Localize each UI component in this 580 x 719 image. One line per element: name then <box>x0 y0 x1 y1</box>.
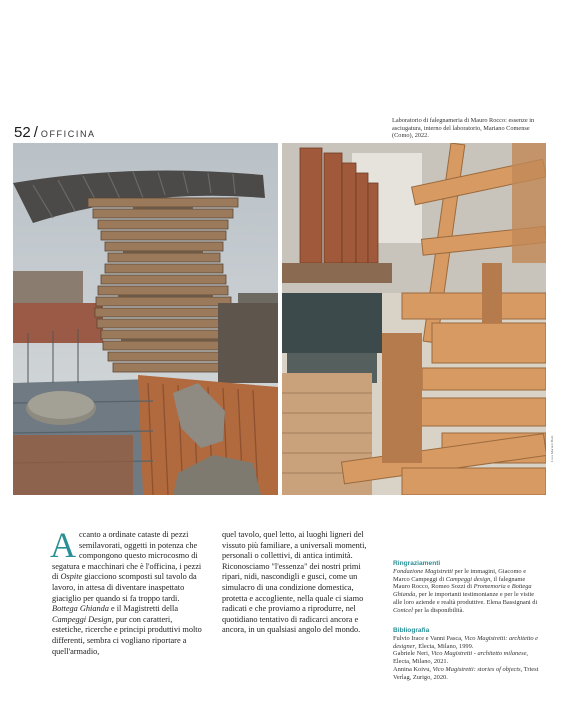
acknowledgements-run: Fondazione Magistretti <box>393 567 453 575</box>
bibliography-entry-run: Vico Magistretti: architetto e designer <box>393 634 539 650</box>
bibliography-entry-run: Vico Magistretti: stories of objects <box>432 665 521 673</box>
page-header <box>14 124 96 142</box>
bibliography-entry-run: Annina Koivu, <box>393 665 433 673</box>
acknowledgements-run: per le immagini, Giacomo e Marco Campeggi di <box>393 567 527 583</box>
bibliography-entry-run: , Electa, Milano, 1999. <box>415 642 474 650</box>
dropcap: A <box>50 525 76 565</box>
bibliography-entry-run: , Triest Verlag, Zurigo, 2020. <box>393 665 539 681</box>
acknowledgements-run: e <box>505 583 512 591</box>
bibliography-title: Bibliografia <box>393 627 430 634</box>
bibliography-section <box>393 627 543 682</box>
acknowledgements-run: Campeggi design <box>445 575 491 583</box>
bibliography-list <box>393 635 543 682</box>
article-column-1-run: e il Magistretti della <box>108 604 179 614</box>
article-column-1-run: , pur con caratteri, estetiche, ricerche e principi produttivi molto differenti, sembra ci vogliano riportare a quell'armadio, <box>52 614 202 656</box>
article-column-1 <box>50 525 202 657</box>
page-number: 52 <box>14 124 31 141</box>
bibliography-entry-run: Fulvio Irace e Vanni Pasca, <box>393 634 465 642</box>
photo-caption: Laboratorio di falegnameria di Mauro Rocco: essenze in asciugatura, interno del laboratorio, Mariano Comense (Como), 2022. <box>392 117 535 140</box>
acknowledgements-run: Conicel <box>393 606 413 614</box>
article-column-1-run: Bottega Ghianda <box>52 604 109 614</box>
photo-credit: Luca Mariani Bain <box>550 435 554 462</box>
acknowledgements-run: Promemoria <box>473 583 506 591</box>
acknowledgements-title: Ringraziamenti <box>393 560 441 567</box>
article-column-1-run: ccanto a ordinate cataste di pezzi semilavorati, oggetti in potenza che compongono questo microcosmo di segatura e macchinari che è l'officina, i pezzi di <box>52 530 202 582</box>
lumber-stack-photo <box>13 143 278 495</box>
article-column-2 <box>222 530 377 636</box>
lumber-stack-image <box>13 143 278 495</box>
acknowledgements-text <box>393 568 543 615</box>
acknowledgements-run: , il falegname Mauro Rocco, Romeo Sozzi di <box>393 575 526 591</box>
bibliography-entry-run: Gabriele Neri, <box>393 650 432 658</box>
bibliography-entry-run: , Electa, Milano, 2021. <box>393 650 529 666</box>
acknowledgements-section <box>393 560 543 615</box>
section-title: OFFICINA <box>40 129 96 139</box>
header-separator: / <box>33 124 38 141</box>
bibliography-entry <box>393 666 543 682</box>
bibliography-entry <box>393 635 543 651</box>
article-column-1-run: giacciono scomposti sul tavolo da lavoro, in attesa di diventare inaspettato giaciglio per quando si fa troppo tardi. <box>52 572 197 603</box>
article-column-1-run: Ospite <box>60 572 83 582</box>
bibliography-entry-run: Vico Magistretti - architetto milanese <box>431 650 527 658</box>
workshop-interior-photo <box>282 143 546 495</box>
bibliography-entry <box>393 650 543 666</box>
acknowledgements-run: per la disponibilità. <box>412 606 465 614</box>
article-column-1-run: Campeggi Design <box>52 614 112 624</box>
acknowledgements-run: , per le importanti testimonianze e per le visite alle loro aziende e realtà produttive. Elena Bassignani di <box>393 591 538 606</box>
article-column-2-text: quel tavolo, quel letto, ai luoghi ligneri del vissuto più familiare, a universali momenti, personali o collettivi, di antica intimità. Riconosciamo "l'essenza" dei nostri primi ripari, nidi, nascondigli e gusci, come un simulacro di una condizione domestica, protetta e accogliente, nella quale ci siamo radicati e che proviamo a riprodurre, nel quotidiano tentativo di radicarci ancora e ancora, in un qualsiasi angolo del mondo. <box>222 530 367 635</box>
acknowledgements-run: Bottega Ghianda <box>393 583 532 599</box>
workshop-interior-image <box>282 143 546 495</box>
